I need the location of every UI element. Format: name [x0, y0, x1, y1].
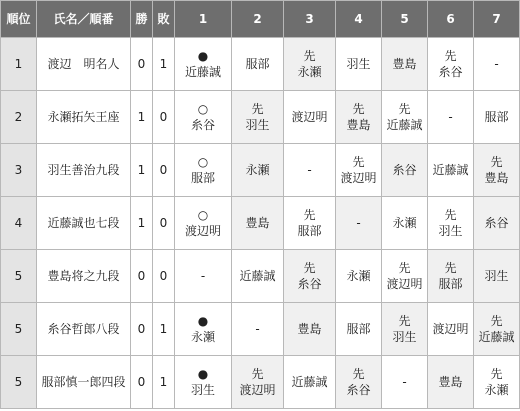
result-cell-round-6 [428, 38, 474, 91]
result-cell-round-7 [474, 38, 520, 91]
result-mark: 先 [303, 208, 316, 222]
result-cell-round-4 [336, 356, 382, 409]
result-cell-round-6 [428, 144, 474, 197]
wins-count: 0 [131, 250, 153, 303]
player-name: 永瀬拓矢王座 [37, 91, 131, 144]
header-round-2: 2 [232, 1, 284, 38]
wins-count: 1 [131, 197, 153, 250]
result-cell-round-1 [175, 356, 232, 409]
header-rank: 順位 [1, 1, 37, 38]
opponent-name: 渡辺明 [340, 171, 377, 185]
result-cell-round-3 [284, 356, 336, 409]
result-cell-round-7 [474, 91, 520, 144]
result-cell-round-5 [382, 303, 428, 356]
opponent-name: - [200, 269, 206, 283]
player-name: 羽生善治九段 [37, 144, 131, 197]
table-row [1, 38, 520, 91]
result-cell-round-4 [336, 144, 382, 197]
opponent-name: 渡辺明 [386, 277, 423, 291]
rank-cell: 5 [1, 250, 37, 303]
opponent-name: 渡辺明 [432, 322, 469, 336]
result-cell-round-5 [382, 250, 428, 303]
opponent-name: 近藤誠 [291, 375, 328, 389]
header-name-order: 氏名／順番 [37, 1, 131, 38]
header-wins: 勝 [131, 1, 153, 38]
result-mark: 先 [303, 49, 316, 63]
result-cell-round-3 [284, 303, 336, 356]
result-mark: 先 [352, 155, 365, 169]
result-cell-round-2 [232, 356, 284, 409]
result-cell-round-2 [232, 197, 284, 250]
result-cell-round-7 [474, 303, 520, 356]
opponent-name: 近藤誠 [239, 269, 276, 283]
result-cell-round-3 [284, 250, 336, 303]
result-mark: ○ [197, 155, 209, 169]
losses-count: 0 [153, 250, 175, 303]
table-row [1, 303, 520, 356]
result-mark: 先 [251, 102, 264, 116]
opponent-name: 永瀬 [245, 163, 270, 177]
opponent-name: 豊島 [346, 118, 371, 132]
wins-count: 0 [131, 356, 153, 409]
opponent-name: 服部 [245, 57, 270, 71]
result-cell-round-2 [232, 250, 284, 303]
wins-count: 1 [131, 144, 153, 197]
opponent-name: 糸谷 [346, 383, 371, 397]
result-cell-round-1 [175, 250, 232, 303]
opponent-name: 羽生 [190, 383, 215, 397]
result-mark: 先 [490, 367, 503, 381]
result-cell-round-4 [336, 38, 382, 91]
result-cell-round-7 [474, 144, 520, 197]
result-mark: ● [197, 367, 209, 381]
opponent-name: 渡辺明 [291, 110, 328, 124]
opponent-name: - [448, 110, 453, 124]
header-round-3: 3 [284, 1, 336, 38]
header-round-5: 5 [382, 1, 428, 38]
result-cell-round-6 [428, 356, 474, 409]
opponent-name: 服部 [484, 110, 509, 124]
result-mark: 先 [398, 314, 411, 328]
result-cell-round-7 [474, 197, 520, 250]
result-mark: 先 [398, 102, 411, 116]
header-round-1: 1 [175, 1, 232, 38]
result-mark: ● [197, 49, 209, 63]
result-cell-round-2 [232, 303, 284, 356]
table-row [1, 144, 520, 197]
opponent-name: 羽生 [346, 57, 371, 71]
rank-cell: 1 [1, 38, 37, 91]
opponent-name: 糸谷 [438, 65, 463, 79]
opponent-name: - [255, 322, 260, 336]
rank-cell: 5 [1, 356, 37, 409]
losses-count: 1 [153, 303, 175, 356]
result-cell-round-6 [428, 197, 474, 250]
result-cell-round-5 [382, 38, 428, 91]
result-cell-round-7 [474, 356, 520, 409]
result-cell-round-7 [474, 250, 520, 303]
result-cell-round-3 [284, 197, 336, 250]
rank-cell: 3 [1, 144, 37, 197]
table-row [1, 197, 520, 250]
losses-count: 0 [153, 91, 175, 144]
opponent-name: 渡辺明 [184, 224, 221, 238]
result-cell-round-5 [382, 91, 428, 144]
result-cell-round-5 [382, 197, 428, 250]
wins-count: 1 [131, 91, 153, 144]
result-cell-round-4 [336, 250, 382, 303]
header-round-7: 7 [474, 1, 520, 38]
rank-cell: 4 [1, 197, 37, 250]
opponent-name: 永瀬 [190, 330, 215, 344]
result-mark: ○ [197, 102, 209, 116]
result-cell-round-5 [382, 356, 428, 409]
result-mark: 先 [444, 49, 457, 63]
result-cell-round-4 [336, 91, 382, 144]
player-name: 近藤誠也七段 [37, 197, 131, 250]
opponent-name: - [356, 216, 361, 230]
result-mark: 先 [444, 261, 457, 275]
opponent-name: 近藤誠 [386, 118, 423, 132]
result-cell-round-3 [284, 144, 336, 197]
result-cell-round-4 [336, 303, 382, 356]
result-cell-round-3 [284, 38, 336, 91]
losses-count: 0 [153, 144, 175, 197]
opponent-name: 永瀬 [392, 216, 417, 230]
result-cell-round-1 [175, 38, 232, 91]
result-mark: 先 [352, 102, 365, 116]
result-mark: 先 [251, 367, 264, 381]
opponent-name: 糸谷 [190, 118, 215, 132]
losses-count: 1 [153, 38, 175, 91]
player-name: 糸谷哲郎八段 [37, 303, 131, 356]
result-mark: ○ [197, 208, 209, 222]
opponent-name: 羽生 [484, 269, 509, 283]
result-cell-round-2 [232, 38, 284, 91]
result-cell-round-2 [232, 144, 284, 197]
rank-cell: 2 [1, 91, 37, 144]
opponent-name: 羽生 [245, 118, 270, 132]
opponent-name: 服部 [346, 322, 371, 336]
result-cell-round-6 [428, 250, 474, 303]
rank-cell: 5 [1, 303, 37, 356]
opponent-name: 豊島 [438, 375, 463, 389]
result-cell-round-6 [428, 303, 474, 356]
opponent-name: 豊島 [297, 322, 322, 336]
result-mark: 先 [444, 208, 457, 222]
opponent-name: - [307, 163, 312, 177]
result-mark: 先 [490, 155, 503, 169]
result-cell-round-3 [284, 91, 336, 144]
opponent-name: 服部 [190, 171, 215, 185]
opponent-name: 豊島 [392, 57, 417, 71]
header-round-6: 6 [428, 1, 474, 38]
result-cell-round-1 [175, 197, 232, 250]
result-cell-round-1 [175, 303, 232, 356]
result-cell-round-6 [428, 91, 474, 144]
player-name: 豊島将之九段 [37, 250, 131, 303]
result-cell-round-4 [336, 197, 382, 250]
opponent-name: 服部 [438, 277, 463, 291]
header-losses: 敗 [153, 1, 175, 38]
table-body [1, 38, 520, 409]
result-cell-round-1 [175, 144, 232, 197]
result-cell-round-2 [232, 91, 284, 144]
result-mark: 先 [490, 314, 503, 328]
opponent-name: 近藤誠 [478, 330, 515, 344]
losses-count: 0 [153, 197, 175, 250]
table-row [1, 250, 520, 303]
opponent-name: 豊島 [245, 216, 270, 230]
result-cell-round-5 [382, 144, 428, 197]
result-mark: ● [197, 314, 209, 328]
opponent-name: 渡辺明 [239, 383, 276, 397]
opponent-name: 永瀬 [484, 383, 509, 397]
opponent-name: 近藤誠 [432, 163, 469, 177]
result-cell-round-1 [175, 91, 232, 144]
header-round-4: 4 [336, 1, 382, 38]
wins-count: 0 [131, 303, 153, 356]
opponent-name: 羽生 [438, 224, 463, 238]
player-name: 服部慎一郎四段 [37, 356, 131, 409]
opponent-name: 近藤誠 [184, 65, 221, 79]
opponent-name: 豊島 [484, 171, 509, 185]
result-mark: 先 [352, 367, 365, 381]
opponent-name: 服部 [297, 224, 322, 238]
table-row [1, 356, 520, 409]
opponent-name: 糸谷 [297, 277, 322, 291]
opponent-name: 永瀬 [346, 269, 371, 283]
opponent-name: - [402, 375, 407, 389]
wins-count: 0 [131, 38, 153, 91]
header-row [1, 1, 520, 38]
table-row [1, 91, 520, 144]
opponent-name: 永瀬 [297, 65, 322, 79]
opponent-name: 糸谷 [392, 163, 417, 177]
result-mark: 先 [303, 261, 316, 275]
opponent-name: 糸谷 [484, 216, 509, 230]
result-mark: 先 [398, 261, 411, 275]
player-name: 渡辺 明名人 [37, 38, 131, 91]
opponent-name: 羽生 [392, 330, 417, 344]
opponent-name: - [494, 57, 499, 71]
losses-count: 1 [153, 356, 175, 409]
